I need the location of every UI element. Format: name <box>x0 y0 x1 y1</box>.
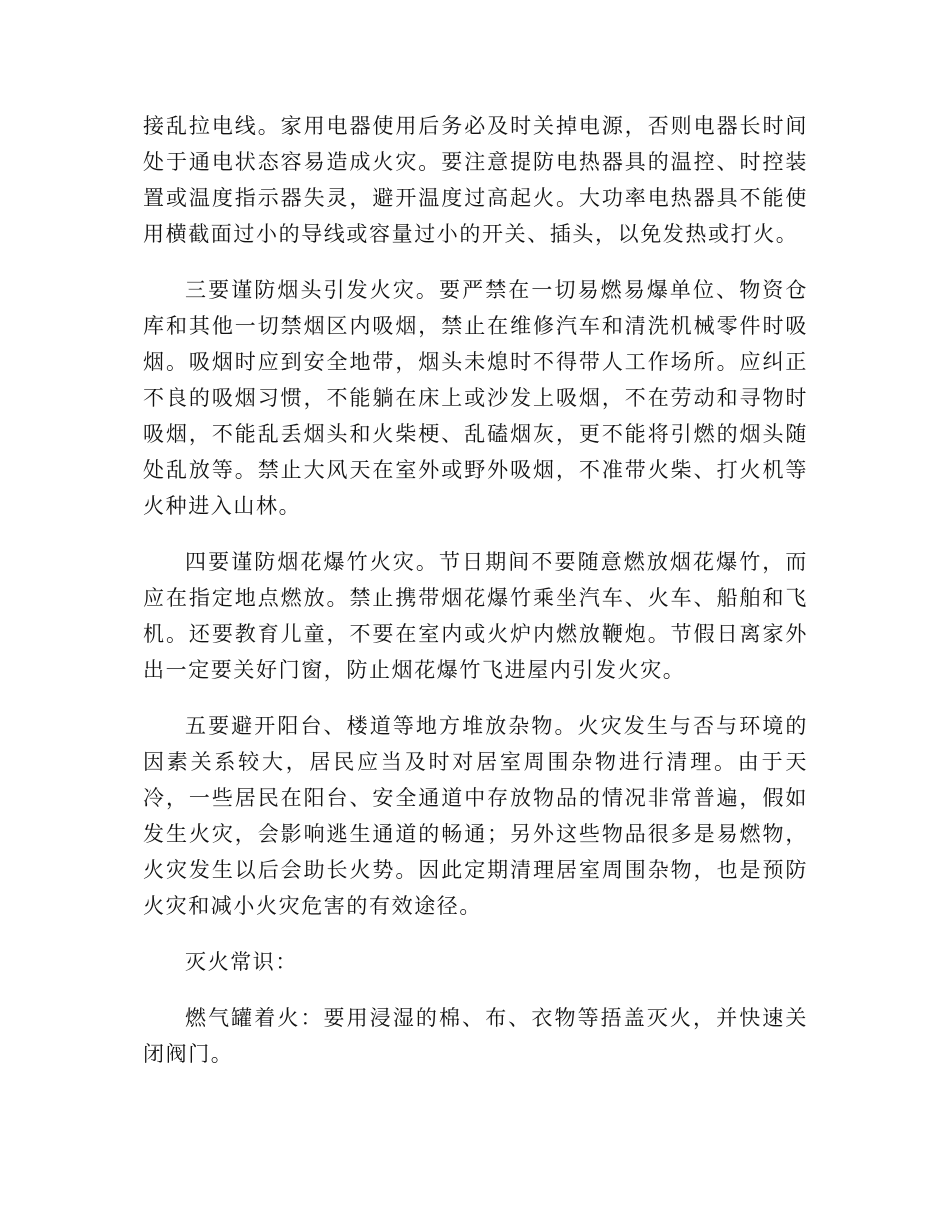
section-heading-firefighting-knowledge: 灭火常识： <box>185 950 298 974</box>
paragraph-gas-tank-fire: 燃气罐着火：要用浸湿的棉、布、衣物等捂盖灭火，并快速关闭阀门。 <box>143 1006 808 1066</box>
paragraph-fireworks-fire: 四要谨防烟花爆竹火灾。节日期间不要随意燃放烟花爆竹，而应在指定地点燃放。禁止携带烟花爆竹乘坐汽车、火车、船舶和飞机。还要教育儿童，不要在室内或火炉内燃放鞭炮。节假日离家外出一定要关好门窗，防止烟花爆竹飞进屋内引发火灾。 <box>143 550 808 682</box>
paragraph-cigarette-fire: 三要谨防烟头引发火灾。要严禁在一切易燃易爆单位、物资仓库和其他一切禁烟区内吸烟，禁止在维修汽车和清洗机械零件时吸烟。吸烟时应到安全地带，烟头未熄时不得带人工作场所。应纠正不良的吸烟习惯，不能躺在床上或沙发上吸烟，不在劳动和寻物时吸烟，不能乱丢烟头和火柴梗、乱磕烟灰，更不能将引燃的烟头随处乱放等。禁止大风天在室外或野外吸烟，不准带火柴、打火机等火种进入山林。 <box>143 278 808 518</box>
document-body <box>143 108 808 1092</box>
paragraph-clutter-storage: 五要避开阳台、楼道等地方堆放杂物。火灾发生与否与环境的因素关系较大，居民应当及时对居室周围杂物进行清理。由于天冷，一些居民在阳台、安全通道中存放物品的情况非常普遍，假如发生火灾，会影响逃生通道的畅通；另外这些物品很多是易燃物，火灾发生以后会助长火势。因此定期清理居室周围杂物，也是预防火灾和减小火灾危害的有效途径。 <box>143 714 808 918</box>
paragraph-electrical-safety: 接乱拉电线。家用电器使用后务必及时关掉电源，否则电器长时间处于通电状态容易造成火灾。要注意提防电热器具的温控、时控装置或温度指示器失灵，避开温度过高起火。大功率电热器具不能使用横截面过小的导线或容量过小的开关、插头，以免发热或打火。 <box>143 114 808 246</box>
